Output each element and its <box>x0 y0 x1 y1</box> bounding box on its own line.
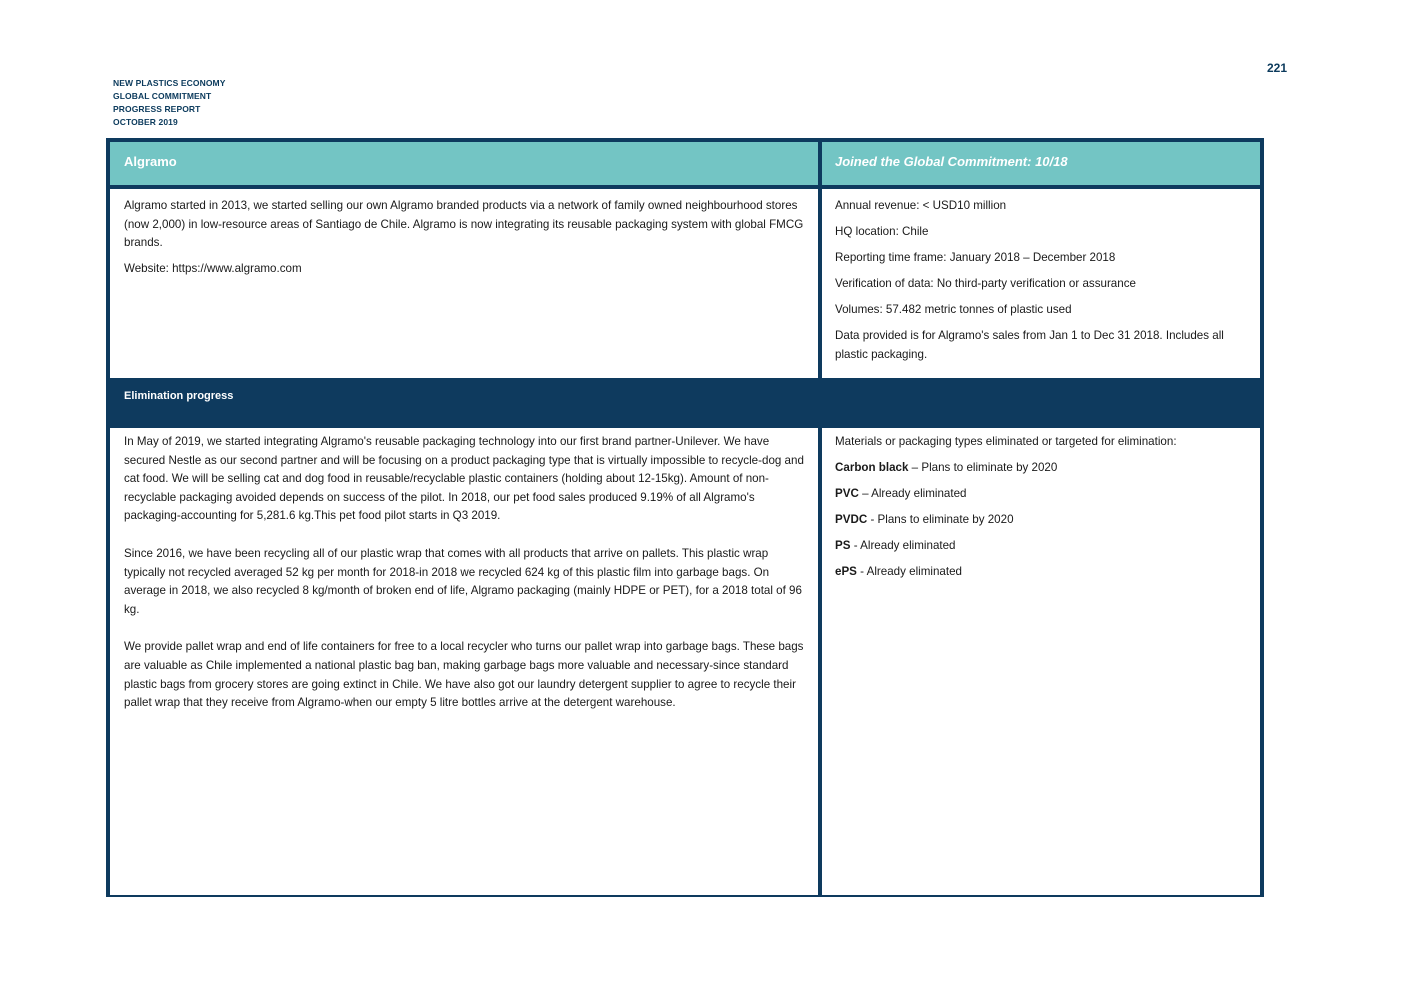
report-header-line: GLOBAL COMMITMENT <box>113 91 212 101</box>
material-item <box>835 511 1252 530</box>
info-row <box>110 189 1260 378</box>
progress-text <box>124 433 810 732</box>
reporting-timeframe: Reporting time frame: January 2018 – December 2018 <box>835 251 1116 265</box>
description-cell <box>110 189 818 378</box>
company-website: Website: https://www.algramo.com <box>124 262 302 276</box>
progress-paragraph: We provide pallet wrap and end of life containers for free to a local recycler who turns our pallet wrap into garbage bags. These bags are valuable as Chile implemented a national plastic bag ban, making garbage bags more valuable and necessary-since standard plastic bags from grocery stores are going extinct in Chile. We have also got our laundry detergent supplier to agree to recycle their pallet wrap that they receive from Algramo-when our empty 5 litre bottles arrive at the detergent warehouse. <box>124 640 804 710</box>
joined-cell <box>822 142 1260 185</box>
material-name: PS <box>835 539 851 553</box>
material-status: – Already eliminated <box>858 487 967 501</box>
description-block <box>124 197 810 286</box>
company-name-cell <box>110 142 818 185</box>
material-status: - Already eliminated <box>856 565 962 579</box>
material-name: Carbon black <box>835 461 909 475</box>
data-verification: Verification of data: No third-party verification or assurance <box>835 277 1136 291</box>
annual-revenue: Annual revenue: < USD10 million <box>835 199 1007 212</box>
materials-intro: Materials or packaging types eliminated or targeted for elimination: <box>835 435 1177 448</box>
data-note: Data provided is for Algramo's sales from Jan 1 to Dec 31 2018. Includes all plastic packaging. <box>835 329 1224 362</box>
body-row <box>110 424 1260 895</box>
material-item <box>835 537 1252 556</box>
plastic-volumes: Volumes: 57.482 metric tonnes of plastic used <box>835 303 1072 317</box>
report-header <box>113 77 226 129</box>
materials-cell <box>822 428 1260 895</box>
material-item <box>835 485 1252 504</box>
facts-block <box>835 197 1252 372</box>
material-status: - Plans to eliminate by 2020 <box>867 513 1014 527</box>
section-row <box>110 378 1260 424</box>
page-number: 221 <box>1267 61 1288 75</box>
material-name: PVDC <box>835 513 868 527</box>
progress-paragraph: In May of 2019, we started integrating Algramo's reusable packaging technology into our first brand partner-Unilever. We have secured Nestle as our second partner and will be focusing on a product packaging type that is virtually impossible to recycle-dog and cat food. We will be selling cat and dog food in reusable/recyclable plastic containers (holding about 12-15kg). Amount of non-recyclable packaging avoided depends on success of the pilot. In 2018, our pet food sales produced 9.19% of all Algramo's packaging-accounting for 5,281.6 kg.This pet food pilot starts in Q3 2019. <box>124 435 804 523</box>
report-header-line: PROGRESS REPORT <box>113 104 201 114</box>
hq-location: HQ location: Chile <box>835 225 929 239</box>
report-header-line: OCTOBER 2019 <box>113 117 178 127</box>
material-status: - Already eliminated <box>850 539 956 553</box>
report-header-line: NEW PLASTICS ECONOMY <box>113 78 226 88</box>
material-status: – Plans to eliminate by 2020 <box>908 461 1058 475</box>
material-name: ePS <box>835 565 857 579</box>
company-description: Algramo started in 2013, we started selling our own Algramo branded products via a network of family owned neighbourhood stores (now 2,000) in low-resource areas of Santiago de Chile. Algramo is now integrating its reusable packaging system with global FMCG brands. <box>124 199 804 250</box>
materials-block <box>835 433 1252 590</box>
joined-date: Joined the Global Commitment: 10/18 <box>835 154 1068 169</box>
material-name: PVC <box>835 487 859 501</box>
facts-cell <box>822 189 1260 378</box>
material-item <box>835 563 1252 582</box>
company-profile-table <box>106 138 1264 897</box>
section-heading: Elimination progress <box>124 390 234 402</box>
title-row <box>110 142 1260 185</box>
material-item <box>835 459 1252 478</box>
progress-cell <box>110 428 818 895</box>
progress-paragraph: Since 2016, we have been recycling all of our plastic wrap that comes with all products that arrive on pallets. This plastic wrap typically not recycled averaged 52 kg per month for 2018-in 2018 we recycled 624 kg of this plastic film into garbage bags. On average in 2018, we also recycled 8 kg/month of broken end of life, Algramo packaging (mainly HDPE or PET), for a 2018 total of 96 kg. <box>124 546 802 616</box>
company-name: Algramo <box>124 154 177 169</box>
